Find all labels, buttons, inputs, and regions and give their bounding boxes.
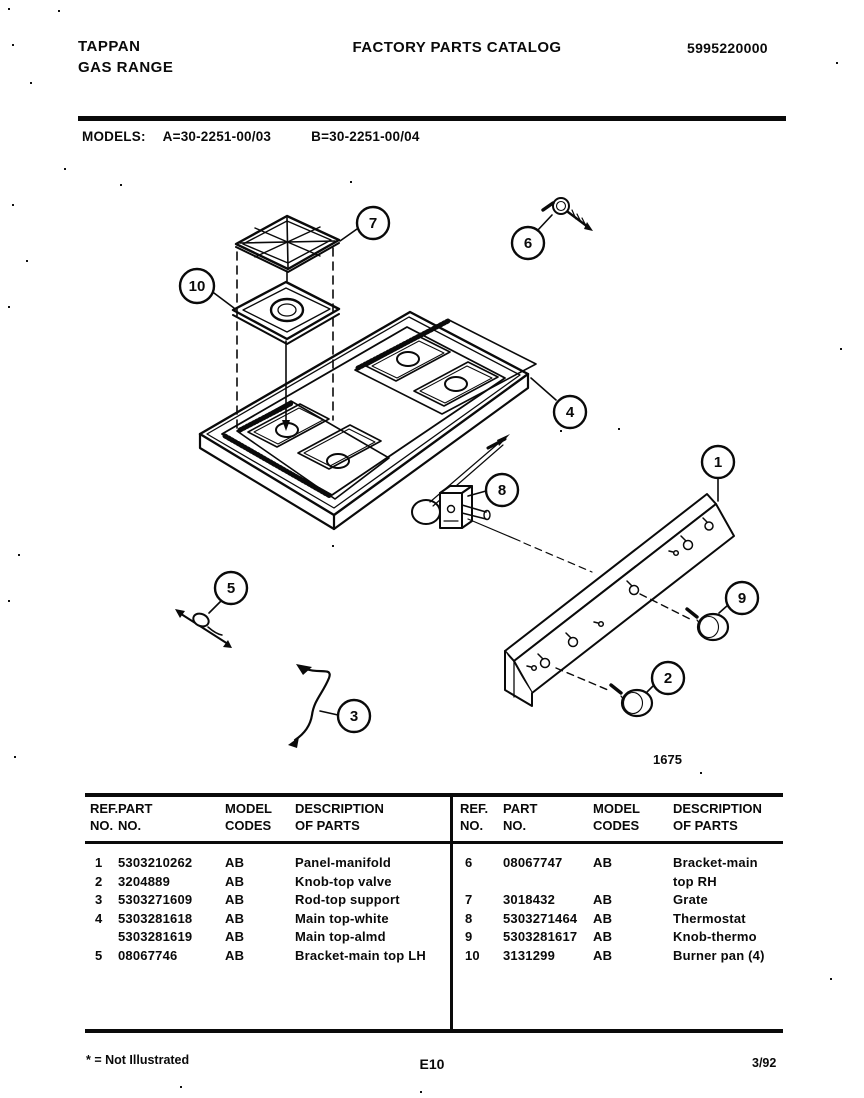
table-row: 1 5303210262 AB Panel-manifold: [95, 855, 391, 870]
svg-text:9: 9: [737, 590, 747, 607]
table-top-rule: [85, 793, 783, 797]
manifold-panel-part: [505, 494, 734, 706]
svg-text:1: 1: [713, 454, 723, 471]
callout-5: [209, 572, 247, 613]
grate-part: [236, 216, 339, 272]
not-illustrated-note: * = Not Illustrated: [86, 1053, 190, 1067]
table-row: 4 5303281618 AB Main top-white: [95, 910, 389, 926]
main-top-part: [200, 312, 536, 529]
svg-text:2: 2: [663, 670, 673, 687]
callout-4: [531, 378, 586, 428]
model-a: A=30-2251-00/03: [162, 129, 272, 144]
burner-group-rear: [355, 320, 536, 414]
table-row: 9 5303281617 AB Knob-thermo: [465, 929, 757, 945]
knob-valve-part: [611, 685, 652, 716]
table-header: REF. NO. PART NO. MODEL CODES DESCRIPTION OF PARTS: [460, 801, 762, 833]
support-bracket-part: [175, 609, 232, 648]
table-row: 6 08067747 AB Bracket-main top RH: [465, 855, 758, 889]
callout-1: [702, 446, 734, 501]
catalog-title: FACTORY PARTS CATALOG: [352, 39, 562, 56]
parts-table-right: [456, 800, 778, 966]
brand-line1: TAPPAN: [78, 38, 141, 55]
svg-text:5: 5: [226, 580, 236, 597]
callout-3: [320, 700, 370, 732]
callout-9: [719, 582, 758, 614]
svg-text:4: 4: [565, 404, 575, 421]
callout-8: [468, 474, 518, 506]
figure-number: 1675: [653, 752, 682, 767]
table-row: 5 08067746 AB Bracket-main top LH: [95, 947, 426, 963]
burner-pan-part: [233, 282, 339, 344]
table-header: REF. NO. PART NO. MODEL CODES DESCRIPTION OF PARTS: [90, 801, 384, 833]
table-row: 10 3131299 AB Burner pan (4): [465, 947, 765, 963]
table-row: 8 5303271464 AB Thermostat: [465, 910, 746, 926]
svg-text:3: 3: [349, 708, 359, 725]
callout-7: [340, 207, 389, 241]
table-row: 2 3204889 AB Knob-top valve: [95, 873, 392, 889]
revision-date: 3/92: [752, 1056, 777, 1070]
svg-text:8: 8: [497, 482, 507, 499]
table-row: 5303281619 AB Main top-almd: [118, 929, 386, 945]
table-body: [456, 854, 778, 966]
model-b: B=30-2251-00/04: [311, 129, 420, 144]
brand-line2: GAS RANGE: [78, 59, 174, 76]
top-bracket-part: [543, 198, 593, 231]
table-divider: [450, 793, 453, 1033]
callout-6: [512, 215, 552, 259]
page-code: E10: [419, 1056, 445, 1072]
table-body: [85, 854, 445, 966]
table-row: 3 5303271609 AB Rod-top support: [95, 892, 400, 908]
knob-thermo-part: [687, 609, 728, 640]
models-label: MODELS:: [82, 129, 146, 144]
callout-10: [180, 269, 234, 308]
support-rod-part: [288, 664, 330, 748]
callout-2: [647, 662, 684, 694]
svg-text:6: 6: [523, 235, 533, 252]
publication-number: 5995220000: [687, 40, 768, 56]
table-bottom-rule: [85, 1029, 783, 1033]
svg-text:10: 10: [188, 278, 206, 295]
parts-table-left: [85, 800, 445, 966]
table-row: 7 3018432 AB Grate: [465, 892, 708, 908]
svg-text:7: 7: [368, 215, 378, 232]
